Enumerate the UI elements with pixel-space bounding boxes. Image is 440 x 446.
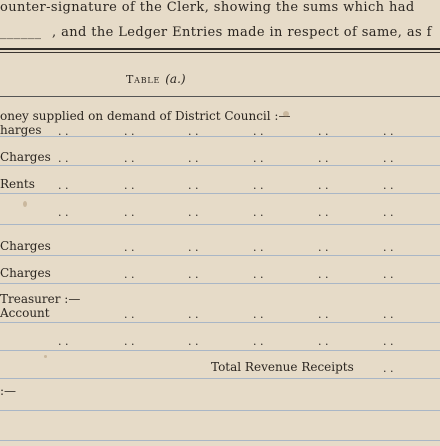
row-label-charges-4: Charges — [0, 266, 51, 280]
leader-dots: . . — [253, 308, 264, 321]
leader-dots: . . — [318, 125, 329, 138]
table-caption-label: (a.) — [165, 72, 186, 86]
leader-dots: . . — [383, 152, 394, 165]
ruled-line — [0, 224, 440, 225]
ruled-line — [0, 283, 440, 284]
leader-dots: . . — [318, 152, 329, 165]
leader-dots: . . — [318, 335, 329, 348]
leader-dots: . . — [124, 206, 135, 219]
leader-dots: . . — [188, 179, 199, 192]
leader-dots: . . — [188, 206, 199, 219]
leader-dots: . . — [58, 206, 69, 219]
leader-dots: . . — [58, 125, 69, 138]
leader-dots: . . — [253, 179, 264, 192]
leader-dots: . . — [253, 268, 264, 281]
row-label-charges-3: Charges — [0, 239, 51, 253]
leader-dots: . . — [188, 308, 199, 321]
leader-dots: . . — [58, 152, 69, 165]
leader-dots: . . — [383, 362, 394, 375]
header-blank: ______ — [0, 25, 42, 40]
ruled-line — [0, 322, 440, 323]
ruled-line — [0, 440, 440, 441]
leader-dots: . . — [188, 241, 199, 254]
leader-dots: . . — [58, 179, 69, 192]
leader-dots: . . — [124, 308, 135, 321]
leader-dots: . . — [124, 268, 135, 281]
leader-dots: . . — [383, 179, 394, 192]
leader-dots: . . — [383, 206, 394, 219]
leader-dots: . . — [383, 125, 394, 138]
row-label-rents: Rents — [0, 177, 35, 191]
table-caption — [126, 68, 186, 87]
leader-dots: . . — [383, 308, 394, 321]
leader-dots: . . — [253, 335, 264, 348]
row-label-treasurer: Treasurer :— — [0, 292, 81, 306]
ruled-line — [0, 378, 440, 379]
ruled-line — [0, 165, 440, 166]
leader-dots: . . — [58, 335, 69, 348]
leader-dots: . . — [318, 268, 329, 281]
leader-dots: . . — [253, 125, 264, 138]
leader-dots: . . — [318, 241, 329, 254]
leader-dots: . . — [318, 179, 329, 192]
leader-dots: . . — [124, 152, 135, 165]
header-line-1: ounter-signature of the Clerk, showing the sums which had — [0, 0, 415, 15]
table-caption-word: Table — [126, 73, 161, 86]
leader-dots: . . — [188, 152, 199, 165]
row-label-account: Account — [0, 306, 50, 320]
leader-dots: . . — [124, 335, 135, 348]
leader-dots: . . — [124, 125, 135, 138]
leader-dots: . . — [253, 206, 264, 219]
leader-dots: . . — [188, 335, 199, 348]
ruled-line — [0, 255, 440, 256]
leader-dots: . . — [124, 179, 135, 192]
leader-dots: . . — [383, 335, 394, 348]
leader-dots: . . — [253, 152, 264, 165]
row-label-total-revenue: Total Revenue Receipts — [211, 360, 354, 374]
row-label-dash: :— — [0, 384, 17, 398]
leader-dots: . . — [253, 241, 264, 254]
leader-dots: . . — [318, 206, 329, 219]
leader-dots: . . — [188, 125, 199, 138]
row-label-district-council: oney supplied on demand of District Council :— — [0, 109, 291, 123]
leader-dots: . . — [383, 241, 394, 254]
leader-dots: . . — [124, 241, 135, 254]
paper-spot — [283, 111, 289, 117]
header-line-2: , and the Ledger Entries made in respect of same, as f — [52, 25, 432, 40]
leader-dots: . . — [318, 308, 329, 321]
ruled-line — [0, 193, 440, 194]
leader-dots: . . — [188, 268, 199, 281]
paper-spot — [44, 355, 47, 358]
leader-dots: . . — [383, 268, 394, 281]
row-label-charges-1: harges — [0, 123, 42, 137]
header-rule-thin — [0, 52, 440, 53]
caption-rule — [0, 96, 440, 97]
paper-spot — [23, 201, 27, 207]
row-label-charges-2: Charges — [0, 150, 51, 164]
ruled-line — [0, 350, 440, 351]
header-rule-thick — [0, 48, 440, 50]
ruled-line — [0, 410, 440, 411]
